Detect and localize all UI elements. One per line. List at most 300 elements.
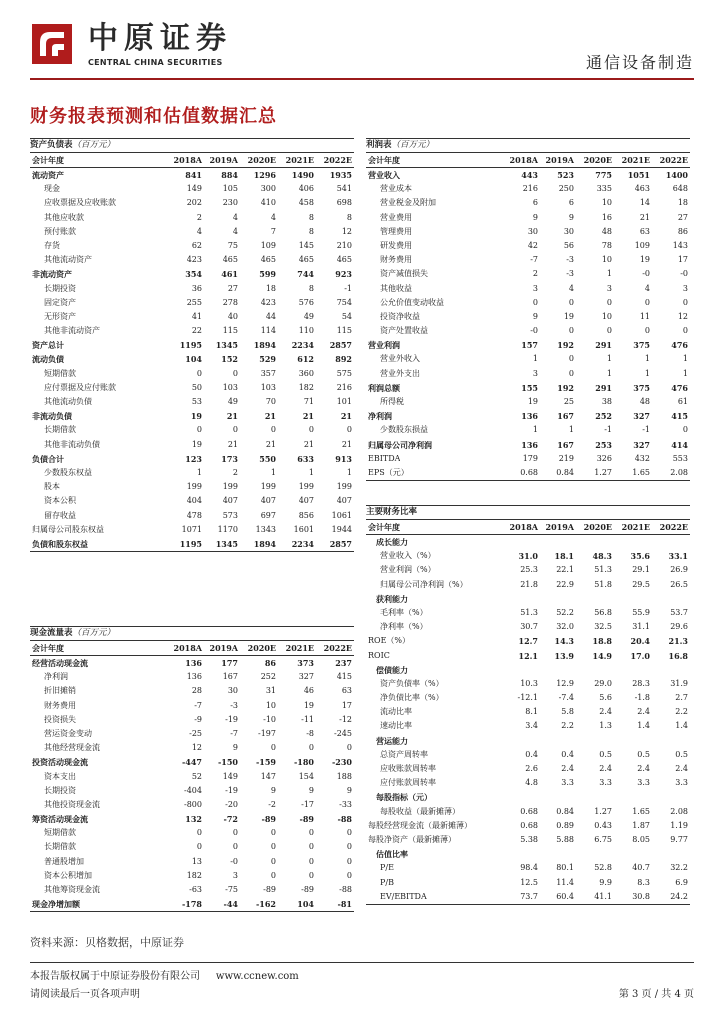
row-value: 1 bbox=[532, 354, 538, 364]
table-row bbox=[30, 869, 354, 883]
row-value: 14.9 bbox=[592, 650, 612, 661]
row-value: 60.4 bbox=[556, 891, 574, 901]
row-value: 6.9 bbox=[675, 877, 688, 887]
row-value: 576 bbox=[298, 297, 314, 307]
table-row bbox=[366, 296, 690, 310]
row-value: 75 bbox=[227, 240, 238, 250]
row-value: 1 bbox=[606, 354, 612, 364]
row-label: 财务费用 bbox=[44, 700, 76, 710]
row-value: 326 bbox=[596, 453, 612, 463]
row-value: 0 bbox=[196, 842, 202, 852]
row-label: 流动负债 bbox=[32, 354, 64, 365]
row-label: 速动比率 bbox=[380, 721, 412, 731]
row-value: 2234 bbox=[291, 538, 314, 549]
row-value: 31.0 bbox=[518, 551, 538, 562]
row-value: 1 bbox=[606, 368, 612, 378]
row-value: 14.3 bbox=[554, 636, 574, 647]
key-ratios-caption-text: 主要财务比率 bbox=[366, 507, 418, 517]
row-label: 少数股东损益 bbox=[380, 425, 428, 435]
row-value: 50 bbox=[191, 382, 202, 392]
row-value: 19 bbox=[527, 397, 538, 406]
table-row bbox=[366, 282, 690, 296]
footer-disclaimer: 请阅读最后一页各项声明 bbox=[30, 989, 140, 1000]
row-label: 折旧摊销 bbox=[44, 686, 76, 696]
row-value: 2.7 bbox=[675, 693, 688, 703]
row-value: 3 bbox=[532, 283, 538, 293]
row-value: -25 bbox=[189, 728, 202, 738]
row-value: 199 bbox=[298, 482, 314, 492]
row-label: 其他非流动资产 bbox=[44, 326, 100, 336]
row-value: 5.6 bbox=[599, 693, 612, 703]
row-label: 其他投资现金流 bbox=[44, 799, 100, 809]
table-row bbox=[30, 699, 354, 713]
row-value: 8 bbox=[308, 226, 314, 236]
row-value: 202 bbox=[186, 198, 202, 208]
row-value: 1935 bbox=[329, 170, 352, 180]
row-value: 913 bbox=[335, 453, 352, 464]
row-value: 1 bbox=[568, 425, 574, 435]
row-label: ROIC bbox=[368, 650, 390, 660]
row-value: 407 bbox=[222, 496, 238, 506]
row-value: 32.5 bbox=[594, 622, 612, 632]
table-row bbox=[366, 338, 690, 352]
row-value: 550 bbox=[259, 453, 276, 464]
row-value: 177 bbox=[221, 658, 238, 668]
row-value: 841 bbox=[185, 170, 202, 180]
row-value: 0.68 bbox=[520, 820, 538, 830]
balance-sheet-header-row bbox=[30, 153, 354, 168]
row-value: 0 bbox=[196, 828, 202, 838]
row-value: 12 bbox=[341, 226, 352, 236]
row-value: 70 bbox=[265, 397, 276, 406]
row-value: 52.8 bbox=[594, 863, 612, 873]
row-label: 流动比率 bbox=[380, 707, 412, 717]
table-row bbox=[30, 367, 354, 381]
table-row bbox=[30, 656, 354, 670]
row-value: 697 bbox=[260, 510, 276, 520]
row-value: 18 bbox=[677, 198, 688, 208]
column-header-year: 2019A bbox=[209, 155, 238, 165]
row-value: 529 bbox=[259, 354, 276, 365]
row-label: 其他收益 bbox=[380, 283, 412, 293]
row-value: 2.2 bbox=[561, 721, 574, 731]
row-value: 1 bbox=[606, 269, 612, 279]
row-label: 应付账款周转率 bbox=[380, 778, 436, 788]
row-value: 1195 bbox=[179, 538, 202, 549]
row-value: 375 bbox=[633, 340, 650, 351]
row-value: 157 bbox=[521, 340, 538, 351]
table-row bbox=[366, 762, 690, 776]
row-value: 27 bbox=[677, 212, 688, 222]
row-value: 149 bbox=[222, 771, 238, 781]
row-value: 0.68 bbox=[520, 806, 538, 816]
row-value: 30 bbox=[227, 686, 238, 696]
table-row bbox=[30, 211, 354, 225]
row-value: 109 bbox=[634, 240, 650, 250]
section-title: 财务报表预测和估值数据汇总 bbox=[30, 106, 277, 127]
column-header-year: 2019A bbox=[545, 522, 574, 532]
row-value: 9 bbox=[346, 785, 352, 795]
row-label: 估值比率 bbox=[376, 849, 408, 860]
row-label: 资产处置收益 bbox=[380, 326, 428, 336]
column-header-year: 2018A bbox=[509, 522, 538, 532]
row-value: 143 bbox=[672, 240, 688, 250]
row-label: 每股指标（元） bbox=[376, 792, 432, 803]
row-value: 0 bbox=[196, 425, 202, 435]
table-row bbox=[366, 168, 690, 182]
row-label: 短期借款 bbox=[44, 828, 76, 838]
row-value: 1 bbox=[644, 368, 650, 378]
row-value: 49 bbox=[227, 397, 238, 406]
row-value: 407 bbox=[260, 496, 276, 506]
row-value: 73.7 bbox=[520, 891, 538, 901]
row-value: 754 bbox=[336, 297, 352, 307]
row-label: 其他非流动负债 bbox=[44, 439, 100, 449]
cash-flow-caption bbox=[30, 626, 354, 641]
row-label: 营业利润（%） bbox=[380, 565, 436, 575]
row-value: 31.9 bbox=[670, 678, 688, 688]
row-value: 0.84 bbox=[556, 806, 574, 816]
row-value: 775 bbox=[595, 170, 612, 180]
row-value: 182 bbox=[186, 870, 202, 880]
income-statement-bottom-rule bbox=[366, 480, 690, 481]
row-value: 103 bbox=[222, 382, 238, 392]
row-label: 负债合计 bbox=[32, 453, 64, 464]
row-value: 21 bbox=[227, 439, 238, 449]
column-header-year: 2021E bbox=[285, 643, 314, 653]
row-value: 182 bbox=[298, 382, 314, 392]
row-value: 17 bbox=[677, 255, 688, 265]
company-name-en: CENTRAL CHINA SECURITIES bbox=[88, 58, 223, 67]
row-value: 71 bbox=[303, 397, 314, 406]
row-label: 现金 bbox=[44, 184, 60, 194]
income-statement-header-row bbox=[366, 153, 690, 168]
row-value: 3 bbox=[232, 870, 238, 880]
row-value: 0 bbox=[270, 842, 276, 852]
row-value: -89 bbox=[301, 885, 314, 894]
row-value: 1 bbox=[196, 467, 202, 477]
row-value: 4 bbox=[644, 283, 650, 293]
row-value: 14 bbox=[639, 198, 650, 208]
row-value: 357 bbox=[260, 368, 276, 378]
row-value: 7 bbox=[270, 226, 276, 236]
row-label: EV/EBITDA bbox=[380, 891, 427, 901]
row-value: 123 bbox=[185, 453, 202, 464]
row-value: 104 bbox=[185, 354, 202, 365]
table-row bbox=[366, 890, 690, 904]
row-value: 21 bbox=[341, 439, 352, 449]
row-value: 8.3 bbox=[637, 877, 650, 887]
row-value: 2.4 bbox=[599, 764, 612, 773]
table-row bbox=[366, 790, 690, 804]
row-value: 62 bbox=[191, 240, 202, 250]
row-label: 流动资产 bbox=[32, 170, 64, 180]
row-value: 115 bbox=[222, 326, 238, 336]
row-value: 407 bbox=[298, 496, 314, 506]
row-value: 54 bbox=[341, 311, 352, 321]
table-row bbox=[366, 819, 690, 833]
row-value: -180 bbox=[293, 757, 314, 768]
company-logo-mark-icon bbox=[30, 22, 74, 66]
row-value: 0 bbox=[308, 842, 314, 852]
row-value: 9 bbox=[568, 212, 574, 222]
row-value: 744 bbox=[297, 269, 314, 280]
row-value: 52.2 bbox=[556, 607, 574, 617]
table-row bbox=[30, 438, 354, 452]
row-value: 56 bbox=[563, 240, 574, 250]
row-value: 86 bbox=[264, 658, 276, 668]
row-value: -1 bbox=[604, 425, 612, 435]
row-value: 30.7 bbox=[520, 622, 538, 632]
table-row bbox=[30, 239, 354, 253]
row-value: 1 bbox=[308, 467, 314, 477]
table-row bbox=[366, 677, 690, 691]
table-row bbox=[30, 196, 354, 210]
row-label: 经营活动现金流 bbox=[32, 658, 88, 668]
row-value: 1944 bbox=[331, 524, 352, 534]
row-label: 归属母公司净利润 bbox=[368, 439, 432, 450]
row-value: 373 bbox=[297, 658, 314, 668]
row-value: 48 bbox=[601, 226, 612, 236]
row-value: 465 bbox=[298, 255, 314, 265]
row-value: 0.4 bbox=[561, 749, 574, 759]
row-value: 48 bbox=[639, 397, 650, 406]
row-label: 营业收入（%） bbox=[380, 551, 436, 561]
row-value: 884 bbox=[221, 170, 238, 180]
cash-flow-table bbox=[30, 626, 354, 912]
row-value: 105 bbox=[222, 184, 238, 194]
header-divider bbox=[30, 78, 694, 80]
row-label: 营业费用 bbox=[380, 212, 412, 222]
row-value: 252 bbox=[595, 411, 612, 422]
row-value: 0 bbox=[270, 743, 276, 753]
row-value: 19 bbox=[191, 439, 202, 449]
row-label: 偿债能力 bbox=[376, 664, 408, 675]
row-value: -8 bbox=[306, 728, 314, 738]
row-value: 32.0 bbox=[556, 622, 574, 632]
copyright-text: 本报告版权属于中原证券股份有限公司 bbox=[30, 971, 200, 982]
row-value: 19 bbox=[563, 311, 574, 321]
row-value: 29.1 bbox=[632, 565, 650, 575]
row-label: 长期借款 bbox=[44, 425, 76, 435]
row-label: ROE（%） bbox=[368, 636, 411, 646]
table-row bbox=[366, 211, 690, 225]
table-row bbox=[366, 409, 690, 423]
row-value: -3 bbox=[566, 269, 574, 279]
row-value: -7 bbox=[530, 255, 538, 265]
row-value: 250 bbox=[558, 184, 574, 194]
row-value: 415 bbox=[671, 411, 688, 422]
row-value: 26.5 bbox=[670, 579, 688, 589]
row-value: 414 bbox=[671, 439, 688, 450]
row-label: 每股经营现金流（最新摊薄） bbox=[368, 820, 472, 830]
row-value: 1170 bbox=[217, 524, 238, 534]
row-label: 营业成本 bbox=[380, 184, 412, 194]
row-value: 0.5 bbox=[637, 749, 650, 759]
row-value: -81 bbox=[337, 899, 352, 910]
row-value: 0 bbox=[196, 368, 202, 378]
row-value: -150 bbox=[217, 757, 238, 768]
row-value: 41 bbox=[191, 311, 202, 321]
row-value: -19 bbox=[225, 785, 238, 795]
row-value: -44 bbox=[223, 899, 238, 910]
row-value: 0 bbox=[270, 856, 276, 866]
row-value: 0 bbox=[346, 425, 352, 435]
row-value: 2.4 bbox=[675, 764, 688, 773]
table-row bbox=[366, 352, 690, 366]
table-row bbox=[30, 395, 354, 409]
row-label: 营业税金及附加 bbox=[380, 198, 436, 208]
row-label: 资产负债率（%） bbox=[380, 678, 444, 688]
row-value: 1195 bbox=[179, 340, 202, 351]
row-value: -7 bbox=[194, 700, 202, 710]
row-value: -197 bbox=[258, 728, 276, 738]
row-value: 375 bbox=[633, 382, 650, 393]
row-label: 利润总额 bbox=[368, 382, 400, 393]
row-value: 1.65 bbox=[632, 467, 650, 477]
row-value: 0 bbox=[682, 425, 688, 435]
row-value: 648 bbox=[672, 184, 688, 194]
row-value: 465 bbox=[260, 255, 276, 265]
row-value: 46 bbox=[303, 686, 314, 696]
column-header-year: 2021E bbox=[621, 522, 650, 532]
row-value: 51.8 bbox=[594, 579, 612, 589]
table-row bbox=[30, 452, 354, 466]
row-value: 1296 bbox=[253, 170, 276, 180]
row-value: -0 bbox=[230, 856, 238, 866]
row-value: 0 bbox=[644, 326, 650, 336]
footer-copyright bbox=[30, 967, 299, 982]
row-value: 1061 bbox=[331, 510, 352, 520]
row-label: 应收票据及应收账款 bbox=[44, 198, 116, 208]
row-value: 152 bbox=[221, 354, 238, 365]
row-value: 16 bbox=[601, 212, 612, 222]
company-logo bbox=[30, 22, 250, 70]
row-value: 0 bbox=[568, 326, 574, 336]
row-value: 25 bbox=[563, 397, 574, 406]
row-value: 4 bbox=[270, 212, 276, 222]
row-value: 2.4 bbox=[599, 707, 612, 717]
row-value: 423 bbox=[186, 255, 202, 265]
row-value: 415 bbox=[336, 672, 352, 682]
row-value: 38 bbox=[601, 397, 612, 406]
row-value: 48.3 bbox=[592, 551, 612, 562]
row-value: 61 bbox=[677, 397, 688, 406]
table-row bbox=[366, 549, 690, 563]
row-value: 633 bbox=[297, 453, 314, 464]
row-value: 1345 bbox=[215, 340, 238, 351]
row-value: 31 bbox=[265, 686, 276, 696]
row-value: 1.87 bbox=[632, 820, 650, 830]
row-value: -1.8 bbox=[634, 693, 650, 703]
row-value: 173 bbox=[221, 453, 238, 464]
row-value: 216 bbox=[522, 184, 538, 194]
table-row bbox=[30, 182, 354, 196]
row-value: 26.9 bbox=[670, 565, 688, 575]
row-value: 30 bbox=[527, 226, 538, 236]
table-row bbox=[366, 225, 690, 239]
row-value: -12.1 bbox=[517, 693, 538, 703]
row-value: -33 bbox=[339, 799, 352, 809]
page-number: 第 3 页 / 共 4 页 bbox=[618, 989, 694, 1000]
data-source-note: 资料来源：贝格数据，中原证券 bbox=[30, 936, 184, 949]
row-value: 9.77 bbox=[670, 834, 688, 844]
row-value: -7.4 bbox=[558, 693, 574, 703]
row-label: 资产总计 bbox=[32, 340, 64, 351]
table-row bbox=[30, 338, 354, 352]
table-row bbox=[30, 466, 354, 480]
row-label: 资本公积 bbox=[44, 496, 76, 506]
row-value: 698 bbox=[336, 198, 352, 208]
row-value: 612 bbox=[297, 354, 314, 365]
row-value: 78 bbox=[601, 240, 612, 250]
row-value: 327 bbox=[633, 411, 650, 422]
row-value: -1 bbox=[642, 425, 650, 435]
row-value: 335 bbox=[596, 184, 612, 194]
row-value: -800 bbox=[184, 799, 202, 809]
row-value: 6 bbox=[532, 198, 538, 208]
row-value: 199 bbox=[336, 482, 352, 492]
row-value: 9.9 bbox=[599, 877, 612, 887]
column-header-year: 2022E bbox=[659, 155, 688, 165]
row-label: 负债和股东权益 bbox=[32, 538, 88, 549]
row-value: 22.1 bbox=[556, 565, 574, 575]
row-value: 2857 bbox=[329, 538, 352, 549]
row-value: 21 bbox=[226, 411, 238, 422]
row-value: -10 bbox=[263, 714, 276, 724]
row-value: 1601 bbox=[293, 524, 314, 534]
balance-sheet-bottom-rule bbox=[30, 551, 354, 552]
row-value: 0.84 bbox=[556, 467, 574, 477]
row-value: 199 bbox=[260, 482, 276, 492]
table-row bbox=[30, 296, 354, 310]
row-value: 1.27 bbox=[594, 806, 612, 816]
page-header bbox=[0, 0, 724, 82]
row-value: 29.0 bbox=[594, 678, 612, 688]
row-value: 2.2 bbox=[675, 707, 688, 717]
row-label: EPS（元） bbox=[368, 467, 409, 477]
row-value: 21.8 bbox=[520, 579, 538, 589]
row-value: 28 bbox=[191, 686, 202, 696]
website-link[interactable]: www.ccnew.com bbox=[215, 971, 299, 982]
row-value: 8 bbox=[308, 283, 314, 293]
row-value: 19 bbox=[639, 255, 650, 265]
row-value: 2.08 bbox=[670, 467, 688, 477]
row-value: 12.7 bbox=[518, 636, 538, 647]
row-value: 1400 bbox=[665, 170, 688, 180]
table-row bbox=[366, 776, 690, 790]
column-header-year: 2018A bbox=[173, 643, 202, 653]
table-row bbox=[30, 826, 354, 840]
row-value: 32.2 bbox=[670, 863, 688, 873]
row-value: -3 bbox=[566, 255, 574, 265]
table-row bbox=[366, 833, 690, 847]
table-row bbox=[366, 563, 690, 577]
row-value: 1345 bbox=[215, 538, 238, 549]
row-value: 553 bbox=[672, 453, 688, 463]
row-value: 423 bbox=[260, 297, 276, 307]
table-row bbox=[30, 253, 354, 267]
table-row bbox=[366, 367, 690, 381]
column-header-year: 2021E bbox=[621, 155, 650, 165]
row-value: 892 bbox=[335, 354, 352, 365]
cash-flow-caption-text: 现金流量表 bbox=[30, 628, 73, 638]
row-label: P/E bbox=[380, 863, 394, 873]
row-label: 无形资产 bbox=[44, 311, 76, 321]
row-value: 29.5 bbox=[632, 579, 650, 589]
row-value: 210 bbox=[336, 240, 352, 250]
row-value: 155 bbox=[521, 382, 538, 393]
